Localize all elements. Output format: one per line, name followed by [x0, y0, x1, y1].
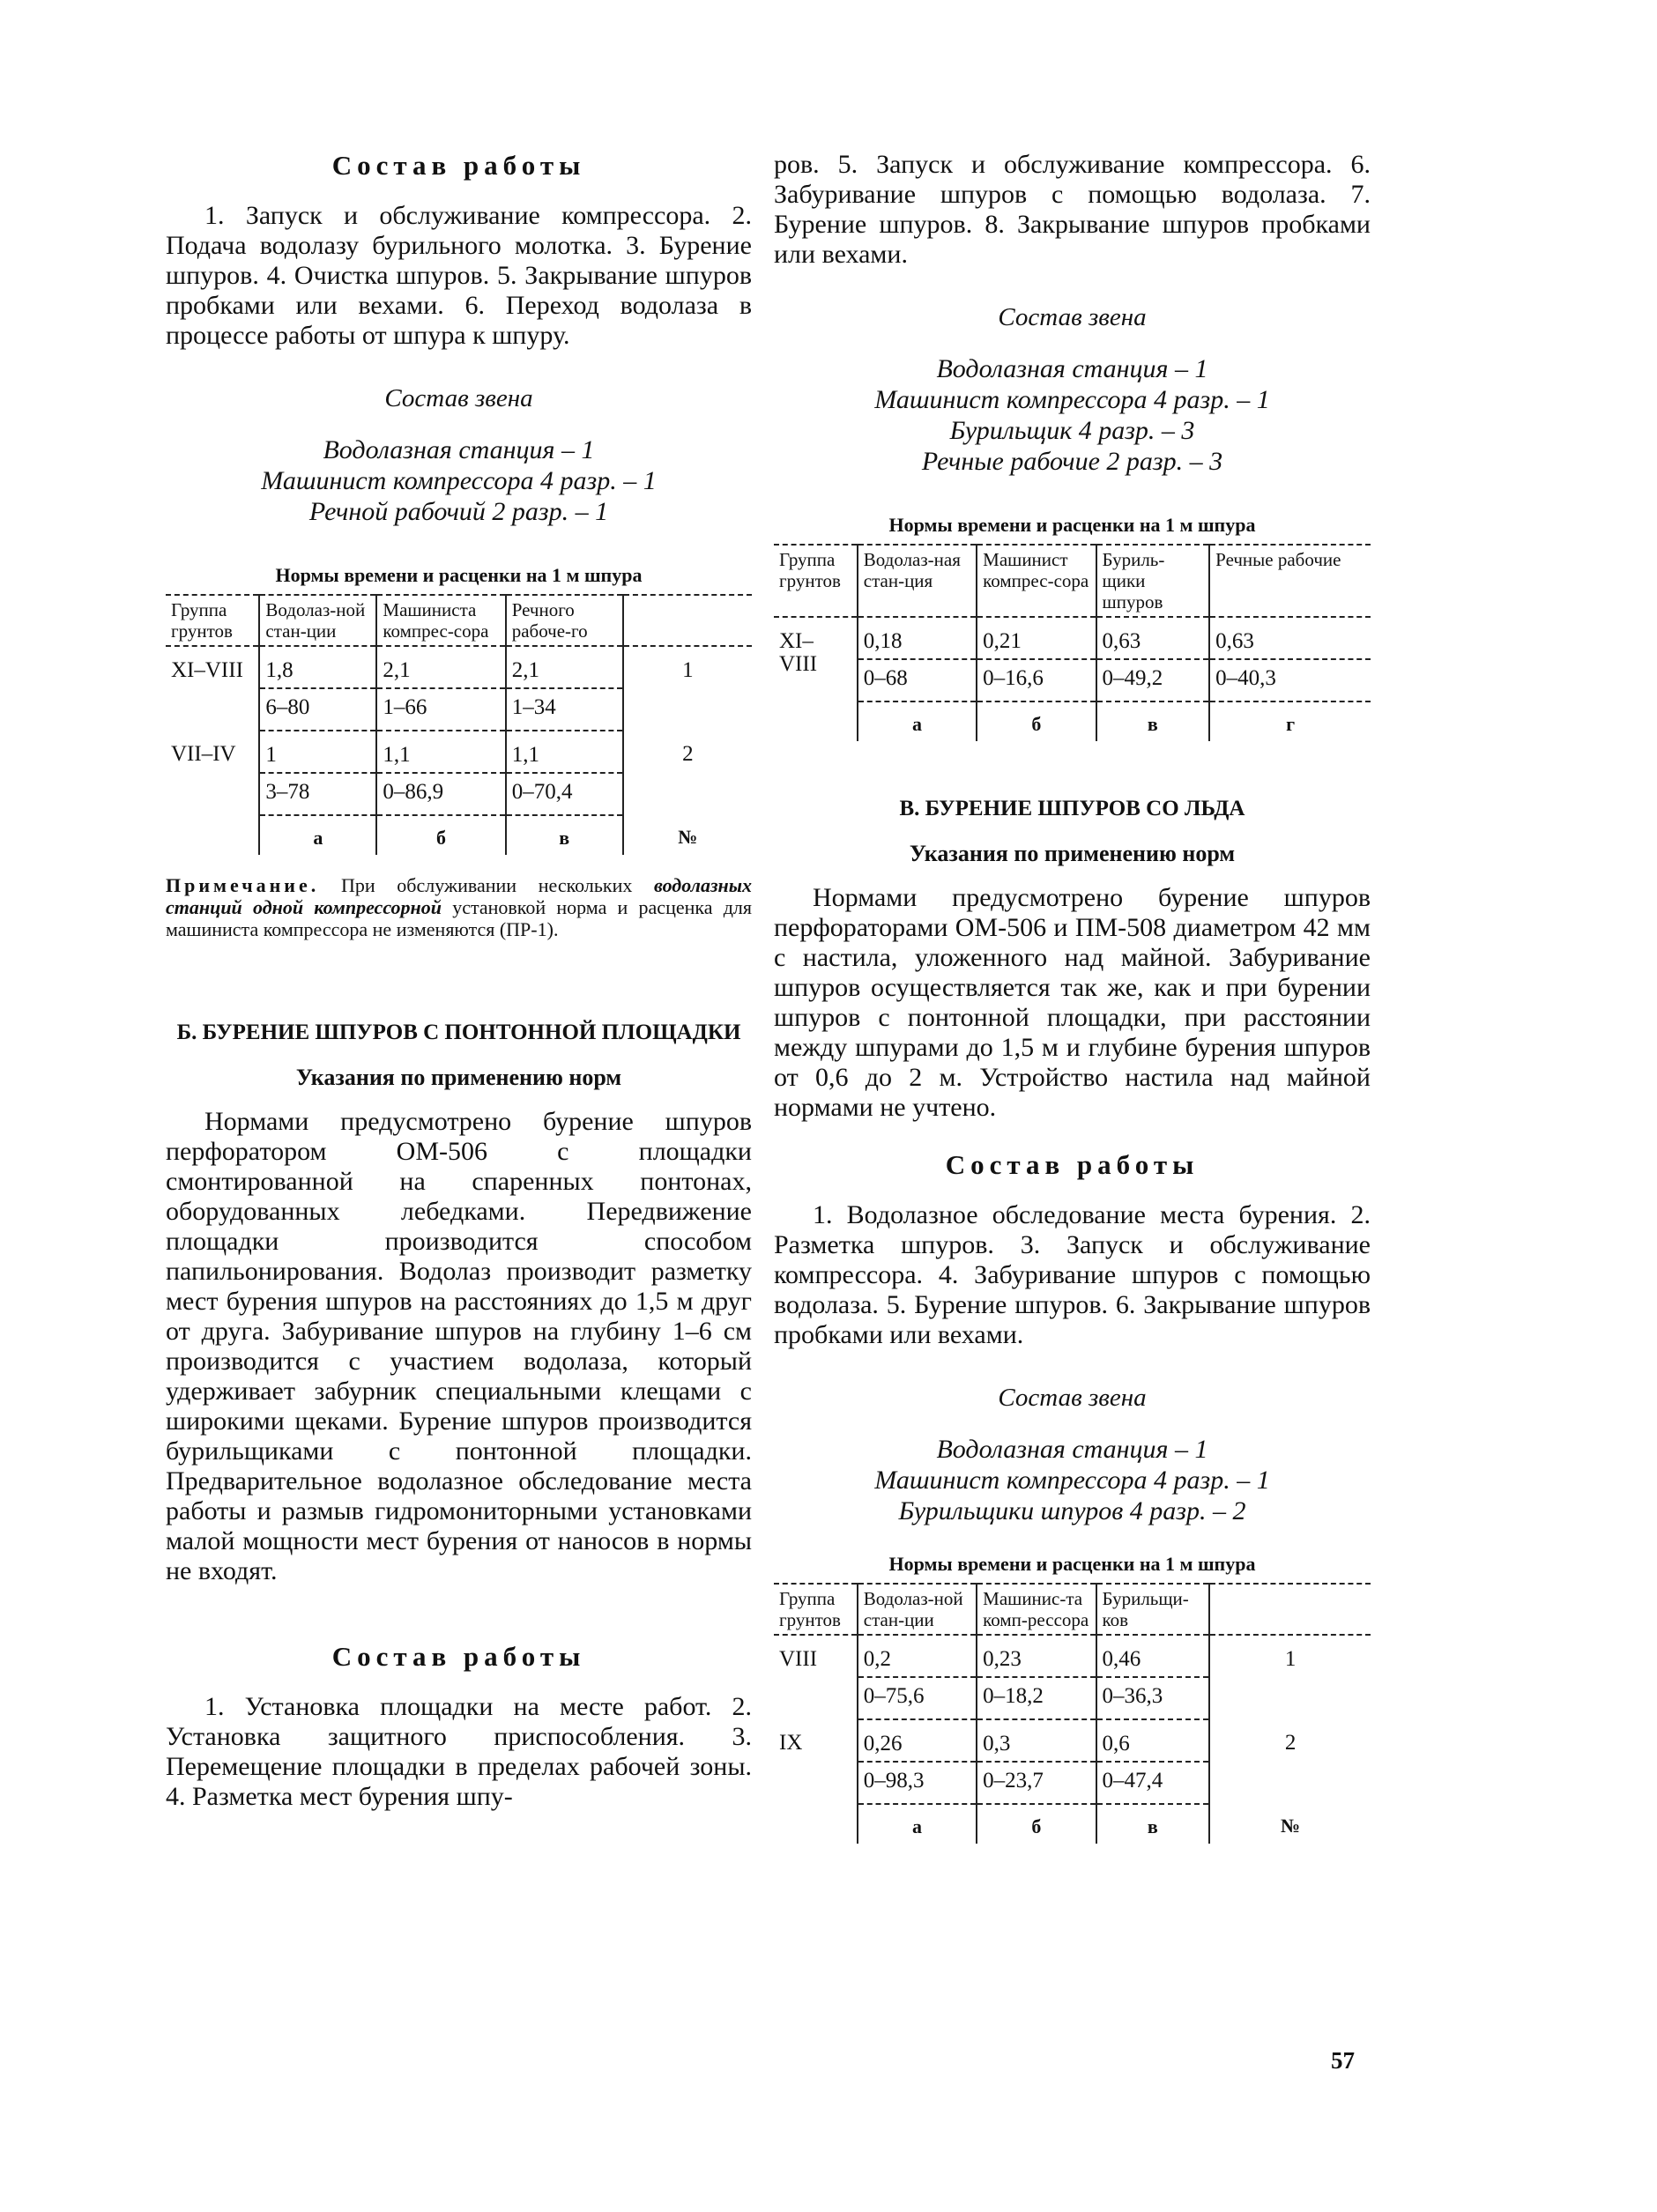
crew-line: Машинист компрессора 4 разр. – 1 — [261, 466, 657, 495]
row-group: XI–VIII — [779, 629, 818, 676]
work-composition-heading: Состав работы — [331, 1641, 586, 1672]
rate-value: 0–75,6 — [858, 1677, 977, 1719]
work-composition-heading: Состав работы — [331, 150, 586, 181]
column-header: Водолаз-ной стан-ции — [858, 1584, 977, 1635]
norm-value: 0,21 — [977, 617, 1096, 659]
crew-line: Машинист компрессора 4 разр. – 1 — [874, 1466, 1270, 1495]
column-header: Речные рабочие — [1209, 545, 1371, 617]
work-composition-heading: Состав работы — [945, 1149, 1200, 1180]
work-composition-text-continued: ров. 5. Запуск и обслуживание компрессора. 6. Забуривание шпуров с помощью водолаза. 7. Бурение шпуров. 8. Закрывание шпуров пробками или вехами. — [774, 150, 1371, 269]
table-row — [774, 659, 1371, 701]
note-text: водолазных станций одной компрессорной — [166, 874, 753, 918]
table-note — [166, 874, 752, 940]
column-header — [623, 595, 752, 646]
rate-value: 0–49,2 — [1096, 659, 1210, 701]
rate-value: 0–70,4 — [506, 773, 623, 815]
rate-value: 3–78 — [259, 773, 376, 815]
column-header: Буриль-щики шпуров — [1096, 545, 1210, 617]
row-number: 1 — [1209, 1635, 1371, 1719]
footer-cell: а — [858, 701, 977, 741]
table-footer — [774, 701, 1371, 741]
crew-line: Водолазная станция – 1 — [936, 1435, 1208, 1464]
table-footer — [774, 1804, 1371, 1844]
norm-value: 1 — [259, 731, 376, 773]
footer-cell: а — [259, 815, 376, 855]
crew-line: Машинист компрессора 4 разр. – 1 — [874, 385, 1270, 414]
crew-composition-heading: Состав звена — [998, 1384, 1147, 1412]
crew-line: Водолазная станция – 1 — [323, 435, 595, 464]
row-group: VII–IV — [171, 742, 236, 766]
norm-value: 0,46 — [1096, 1635, 1210, 1677]
table-row — [774, 1719, 1371, 1762]
column-header: Машинист компрес-сора — [977, 545, 1096, 617]
rate-value: 1–66 — [376, 688, 505, 731]
rate-value: 0–68 — [858, 659, 977, 701]
right-column — [774, 150, 1371, 1844]
norm-value: 2,1 — [506, 646, 623, 688]
norm-value: 2,1 — [376, 646, 505, 688]
rate-value: 0–98,3 — [858, 1762, 977, 1804]
norm-value: 0,63 — [1096, 617, 1210, 659]
footer-cell — [774, 1804, 858, 1844]
column-header: Машиниста компрес-сора — [376, 595, 505, 646]
norm-value: 0,2 — [858, 1635, 977, 1677]
column-header: Машинис-та комп-рессора — [977, 1584, 1096, 1635]
table-caption: Нормы времени и расценки на 1 м шпура — [888, 514, 1256, 536]
column-header: Группа грунтов — [166, 595, 259, 646]
row-group: XI–VIII — [171, 658, 243, 682]
table-row — [166, 646, 752, 688]
footer-cell — [166, 815, 259, 855]
rate-value: 0–18,2 — [977, 1677, 1096, 1719]
column-header — [1209, 1584, 1371, 1635]
rate-value: 0–40,3 — [1209, 659, 1371, 701]
crew-composition-heading: Состав звена — [998, 303, 1147, 331]
crew-line: Бурильщики шпуров 4 разр. – 2 — [898, 1496, 1246, 1525]
column-header: Бурильщи-ков — [1096, 1584, 1210, 1635]
section-title: В. БУРЕНИЕ ШПУРОВ СО ЛЬДА — [899, 797, 1245, 820]
section-title: Б. БУРЕНИЕ ШПУРОВ С ПОНТОННОЙ ПЛОЩАДКИ — [176, 1021, 741, 1044]
footer-cell: в — [1096, 1804, 1210, 1844]
note-text: установкой норма и расценка для машиниста компрессора не изменяются (ПР-1). — [166, 896, 753, 940]
work-composition-text: 1. Запуск и обслуживание компрессора. 2. Подача водолазу бурильного молотка. 3. Бурение шпуров. 4. Очистка шпуров. 5. Закрывание шпуров пробками или вехами. 6. Переход водолаза в процессе работы от шпура к шпуру. — [166, 201, 752, 350]
footer-cell: г — [1209, 701, 1371, 741]
column-header: Речного рабоче-го — [506, 595, 623, 646]
crew-line: Речной рабочий 2 разр. – 1 — [308, 497, 609, 526]
column-header: Водолаз-ная стан-ция — [858, 545, 977, 617]
column-header: Группа грунтов — [774, 545, 858, 617]
footer-cell: № — [623, 815, 752, 855]
footer-cell: в — [506, 815, 623, 855]
row-number: 2 — [623, 731, 752, 815]
work-composition-text: 1. Установка площадки на месте работ. 2. Установка защитного приспособления. 3. Перемещение площадки в пределах рабочей зоны. 4. Разметка мест бурения шпу- — [166, 1692, 752, 1811]
rate-value: 0–47,4 — [1096, 1762, 1210, 1804]
footer-cell: б — [977, 701, 1096, 741]
crew-composition-heading: Состав звена — [384, 384, 533, 412]
footer-cell: а — [858, 1804, 977, 1844]
section-text: Нормами предусмотрено бурение шпуров перфоратором ОМ-506 с площадки смонтированной на спаренных понтонах, оборудованных лебедками. Передвижение площадки производится способом папильонирования. Водолаз производит разметку мест бурения шпуров на расстояниях до 1,5 м друг от друга. Забуривание шпуров на глубину 1–6 см производится с участием водолаза, который удерживает забурник специальными клещами с широкими щеками. Бурение шпуров производится бурильщиками с понтонной площадки. Предварительное водолазное обследование места работы и размыв гидромониторными установками малой мощности мест бурения от наносов в нормы не входят. — [166, 1107, 752, 1585]
rate-value: 0–86,9 — [376, 773, 505, 815]
norm-value: 0,18 — [858, 617, 977, 659]
norm-value: 0,6 — [1096, 1719, 1210, 1762]
norms-table-3 — [774, 1583, 1371, 1844]
note-lead: Примечание. — [166, 874, 320, 896]
footer-cell: б — [977, 1804, 1096, 1844]
table-caption: Нормы времени и расценки на 1 м шпура — [275, 564, 643, 586]
norm-value: 1,8 — [259, 646, 376, 688]
table-row — [774, 617, 1371, 659]
work-composition-text: 1. Водолазное обследование места бурения. 2. Разметка шпуров. 3. Запуск и обслуживание компрессора. 4. Забуривание шпуров с помощью водолаза. 5. Бурение шпуров. 6. Закрывание шпуров пробками или вехами. — [774, 1200, 1371, 1349]
footer-cell: б — [376, 815, 505, 855]
table-row — [774, 1635, 1371, 1677]
norm-value: 0,23 — [977, 1635, 1096, 1677]
crew-line: Водолазная станция – 1 — [936, 354, 1208, 383]
table-footer — [166, 815, 752, 855]
table-caption: Нормы времени и расценки на 1 м шпура — [888, 1553, 1256, 1575]
footer-cell: № — [1209, 1804, 1371, 1844]
norm-value: 0,26 — [858, 1719, 977, 1762]
section-subtitle: Указания по применению норм — [295, 1065, 622, 1090]
rate-value: 6–80 — [259, 688, 376, 731]
page-number: 57 — [1331, 2047, 1355, 2074]
crew-line: Бурильщик 4 разр. – 3 — [949, 416, 1195, 445]
section-subtitle: Указания по применению норм — [909, 841, 1236, 866]
row-number: 1 — [623, 646, 752, 731]
section-text: Нормами предусмотрено бурение шпуров перфораторами ОМ-506 и ПМ-508 диаметром 42 мм с настила, уложенного над майной. Забуривание шпуров осуществляется так же, как и при бурении шпуров с понтонной площадки, при расстоянии между шпурами до 1,5 м и глубине бурения шпуров от 0,6 до 2 м. Устройство настила над майной нормами не учтено. — [774, 883, 1371, 1122]
rate-value: 0–16,6 — [977, 659, 1096, 701]
rate-value: 1–34 — [506, 688, 623, 731]
rate-value: 0–23,7 — [977, 1762, 1096, 1804]
norms-table-1 — [166, 594, 752, 855]
row-group: VIII — [779, 1647, 818, 1671]
norm-value: 1,1 — [506, 731, 623, 773]
crew-line: Речные рабочие 2 разр. – 3 — [921, 447, 1223, 476]
note-text: При обслуживании нескольких — [340, 874, 633, 896]
column-header: Группа грунтов — [774, 1584, 858, 1635]
left-column — [166, 150, 752, 1812]
norms-table-2 — [774, 544, 1371, 741]
table-row — [166, 731, 752, 773]
norm-value: 0,3 — [977, 1719, 1096, 1762]
column-header: Водолаз-ной стан-ции — [259, 595, 376, 646]
footer-cell: в — [1096, 701, 1210, 741]
footer-cell — [774, 701, 858, 741]
norm-value: 1,1 — [376, 731, 505, 773]
rate-value: 0–36,3 — [1096, 1677, 1210, 1719]
row-number: 2 — [1209, 1719, 1371, 1804]
row-group: IX — [779, 1731, 803, 1755]
norm-value: 0,63 — [1209, 617, 1371, 659]
